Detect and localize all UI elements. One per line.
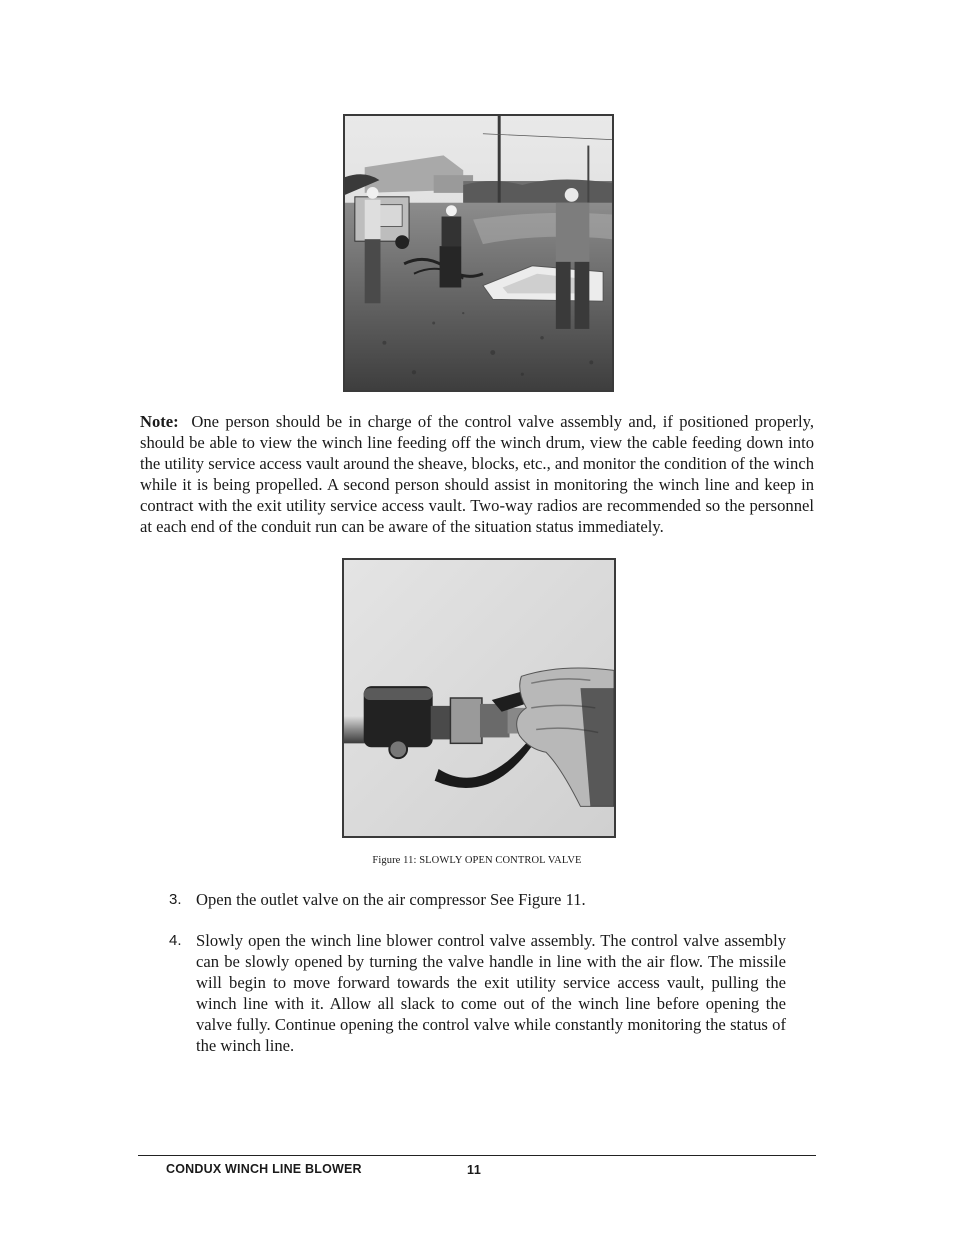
figure-caption: Figure 11: SLOWLY OPEN CONTROL VALVE — [372, 855, 582, 866]
step-item — [169, 889, 786, 910]
step-number: 3. — [169, 891, 182, 908]
control-valve-photo-illustration — [344, 560, 614, 836]
step-text: Slowly open the winch line blower control valve assembly. The control valve assembly can be slowly opened by turning the valve handle in line with the air flow. The missile will begin to move forward towards the exit utility service access vault, pulling the winch line with it. Allow all slack to come out of the winch line before opening the valve fully. Continue opening the control valve while constantly monitoring the status of the winch line. — [196, 931, 786, 1055]
step-item — [169, 930, 786, 1056]
note-label: Note: — [140, 412, 179, 431]
footer-title: CONDUX WINCH LINE BLOWER — [166, 1162, 362, 1176]
control-valve-photo — [342, 558, 616, 838]
footer-divider — [138, 1155, 816, 1156]
page-number: 11 — [467, 1163, 482, 1177]
note-text: One person should be in charge of the control valve assembly and, if positioned properly, should be able to view the winch line feeding off the winch drum, view the cable feeding down into the utility service access vault around the sheave, blocks, etc., and monitor the condition of the winch while it is being propelled. A second person should assist in monitoring the winch line and keep in contract with the exit utility service access vault. Two-way radios are recommended so the personnel at each end of the conduit run can be aware of the situation status immediately. — [140, 412, 814, 536]
step-text: Open the outlet valve on the air compressor See Figure 11. — [196, 890, 586, 909]
note-paragraph — [140, 411, 814, 537]
worksite-photo — [343, 114, 614, 392]
worksite-photo-illustration — [345, 116, 612, 390]
step-number: 4. — [169, 932, 182, 949]
